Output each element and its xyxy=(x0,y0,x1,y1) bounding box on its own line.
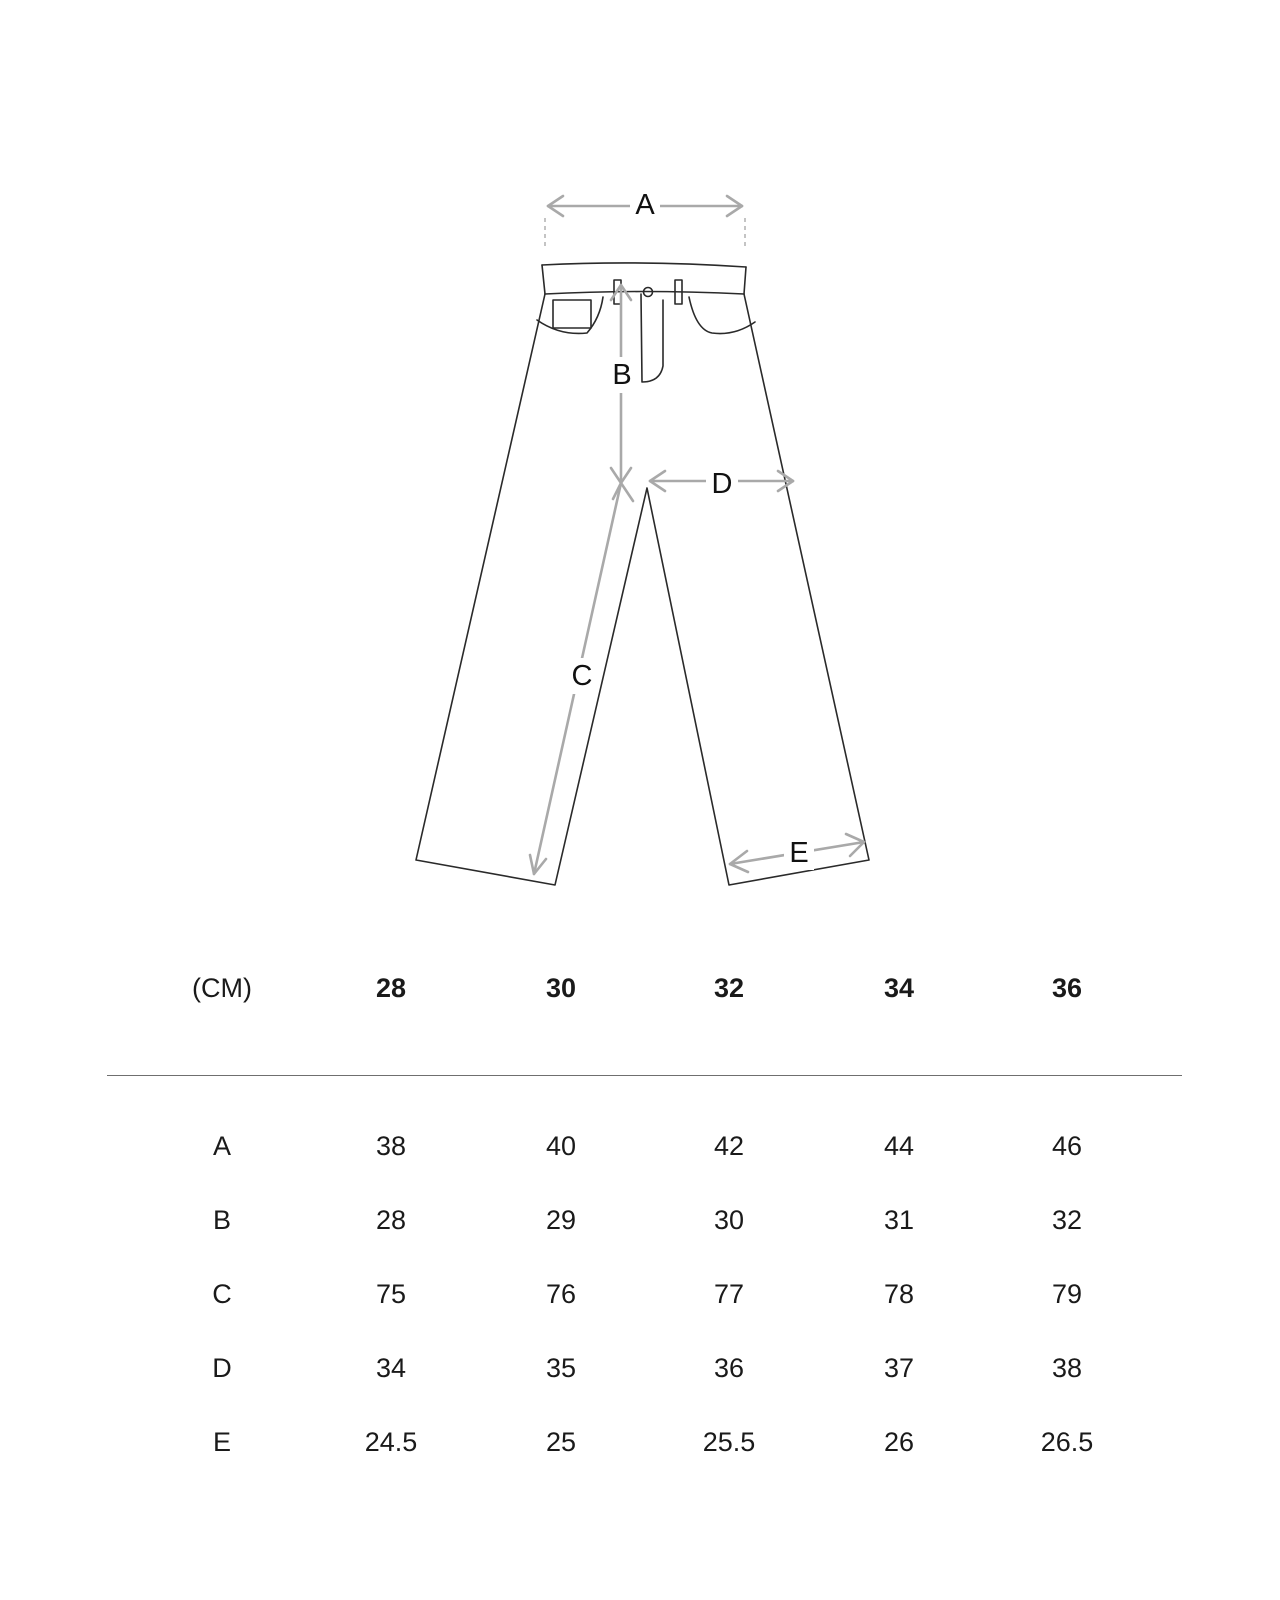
table-cell: 29 xyxy=(545,1205,577,1235)
label-b: B xyxy=(612,359,632,391)
pants-outline xyxy=(416,263,869,885)
label-d: D xyxy=(711,468,733,500)
size-table xyxy=(107,968,1182,1042)
label-c: C xyxy=(571,660,593,692)
size-header: 28 xyxy=(375,973,407,1003)
label-e: E xyxy=(789,837,809,869)
row-label: A xyxy=(212,1131,231,1161)
size-table-body xyxy=(107,1126,1182,1496)
table-cell: 42 xyxy=(713,1131,745,1161)
table-cell: 32 xyxy=(1051,1205,1083,1235)
table-cell: 44 xyxy=(883,1131,915,1161)
table-cell: 77 xyxy=(713,1279,745,1309)
size-table-header xyxy=(107,968,1182,1042)
table-row xyxy=(107,1348,1182,1422)
table-row xyxy=(107,1422,1182,1496)
table-cell: 40 xyxy=(545,1131,577,1161)
table-cell: 24.5 xyxy=(364,1427,418,1457)
table-cell: 26.5 xyxy=(1040,1427,1094,1457)
row-label: D xyxy=(212,1353,232,1383)
table-divider xyxy=(107,1075,1182,1076)
table-cell: 34 xyxy=(375,1353,407,1383)
label-a: A xyxy=(635,189,655,221)
table-cell: 75 xyxy=(375,1279,407,1309)
table-cell: 78 xyxy=(883,1279,915,1309)
size-header: 32 xyxy=(713,973,745,1003)
table-cell: 26 xyxy=(883,1427,915,1457)
table-row xyxy=(107,1200,1182,1274)
table-cell: 46 xyxy=(1051,1131,1083,1161)
size-header: 36 xyxy=(1051,973,1083,1003)
table-cell: 36 xyxy=(713,1353,745,1383)
table-row xyxy=(107,1126,1182,1200)
unit-label: (CM) xyxy=(192,973,252,1003)
table-cell: 25.5 xyxy=(702,1427,756,1457)
table-cell: 79 xyxy=(1051,1279,1083,1309)
row-label: C xyxy=(212,1279,232,1309)
table-cell: 31 xyxy=(883,1205,915,1235)
row-label: E xyxy=(212,1427,231,1457)
row-label: B xyxy=(212,1205,231,1235)
table-cell: 25 xyxy=(545,1427,577,1457)
table-cell: 37 xyxy=(883,1353,915,1383)
table-cell: 38 xyxy=(1051,1353,1083,1383)
size-header: 30 xyxy=(545,973,577,1003)
table-cell: 28 xyxy=(375,1205,407,1235)
table-cell: 35 xyxy=(545,1353,577,1383)
table-cell: 38 xyxy=(375,1131,407,1161)
size-header: 34 xyxy=(883,973,915,1003)
table-cell: 76 xyxy=(545,1279,577,1309)
table-row xyxy=(107,1274,1182,1348)
table-cell: 30 xyxy=(713,1205,745,1235)
